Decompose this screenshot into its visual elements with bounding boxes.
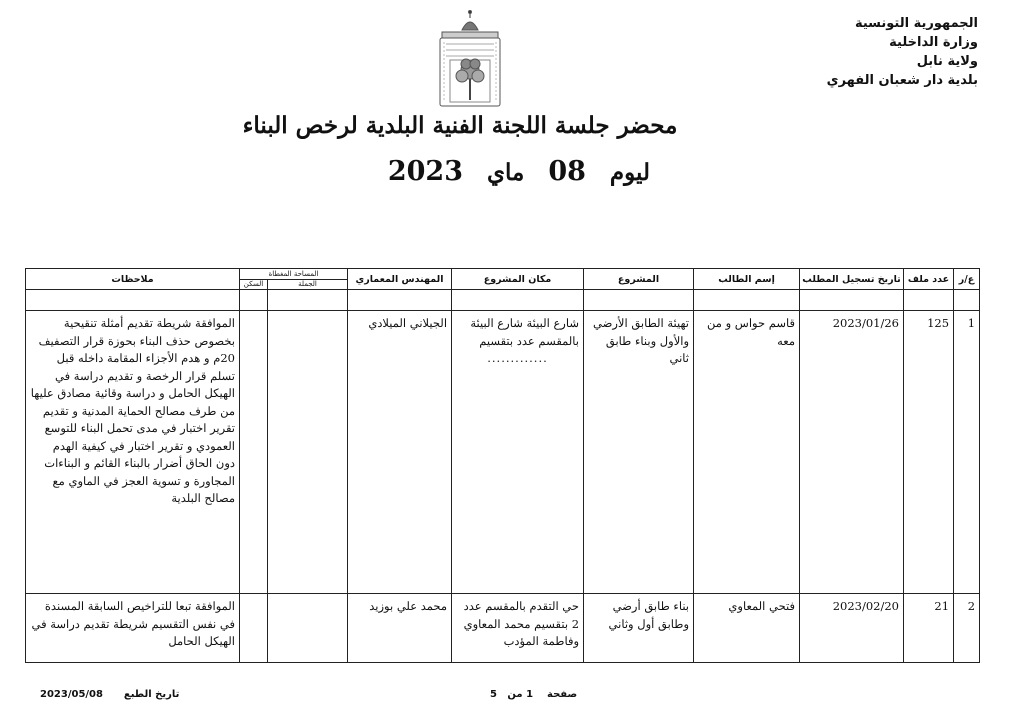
date-prefix: ليوم bbox=[609, 159, 650, 186]
page-total: 5 bbox=[490, 689, 497, 700]
cell-applicant: فتحي المعاوي bbox=[694, 594, 800, 663]
header-project: المشروع bbox=[584, 269, 694, 290]
table-spacer-row bbox=[26, 290, 980, 311]
cell-applicant: قاسم حواس و من معه bbox=[694, 311, 800, 594]
header-area-total: الجملة bbox=[268, 279, 348, 290]
cell-architect: محمد علي بوزيد bbox=[348, 594, 452, 663]
document-title: محضر جلسة اللجنة الفنية البلدية لرخص البناء bbox=[242, 112, 678, 139]
cell-location-text: حي التقدم بالمقسم عدد 2 بتقسيم محمد المعاوي وفاطمة المؤدب bbox=[463, 599, 580, 648]
header-file: عدد ملف bbox=[904, 269, 954, 290]
cell-project: تهيئة الطابق الأرضي والأول وبناء طابق ثاني bbox=[584, 311, 694, 594]
letterhead-ministry: وزارة الداخلية bbox=[889, 35, 978, 50]
cell-location-dots: ............. bbox=[487, 351, 548, 365]
cell-reg-date: 2023/02/20 bbox=[800, 594, 904, 663]
header-location: مكان المشروع bbox=[452, 269, 584, 290]
cell-area-housing bbox=[240, 594, 268, 663]
letterhead bbox=[827, 14, 978, 90]
page-of-label: من bbox=[507, 689, 523, 700]
page-indicator bbox=[490, 689, 577, 700]
letterhead-republic: الجمهورية التونسية bbox=[854, 16, 978, 31]
cell-num: 1 bbox=[954, 311, 980, 594]
header-num: ع/ر bbox=[954, 269, 980, 290]
page-label: صفحة bbox=[547, 689, 578, 700]
header-area: المساحة المغطاة bbox=[240, 269, 348, 280]
letterhead-governorate: ولاية نابل bbox=[916, 54, 978, 69]
cell-num: 2 bbox=[954, 594, 980, 663]
header-area-housing: السكن bbox=[240, 279, 268, 290]
cell-area-housing bbox=[240, 311, 268, 594]
cell-notes: الموافقة تبعا للتراخيص السابقة المسندة في نفس التقسيم شريطة تقديم دراسة في الهيكل الحامل bbox=[26, 594, 240, 663]
print-date-block bbox=[40, 689, 179, 700]
cell-reg-date: 2023/01/26 bbox=[800, 311, 904, 594]
cell-architect: الجيلاني الميلادي bbox=[348, 311, 452, 594]
cell-area-total bbox=[268, 594, 348, 663]
cell-file: 125 bbox=[904, 311, 954, 594]
table-row bbox=[26, 311, 980, 594]
permits-table bbox=[25, 268, 980, 663]
date-day: 08 bbox=[548, 156, 586, 187]
cell-area-total bbox=[268, 311, 348, 594]
header-applicant: إسم الطالب bbox=[694, 269, 800, 290]
date-month: ماي bbox=[487, 159, 525, 186]
print-date: 2023/05/08 bbox=[40, 689, 103, 700]
header-notes: ملاحظات bbox=[26, 269, 240, 290]
session-date bbox=[330, 156, 650, 187]
page-number: 1 bbox=[526, 689, 534, 700]
print-date-label: تاريخ الطبع bbox=[123, 689, 180, 700]
date-year: 2023 bbox=[387, 156, 463, 187]
cell-notes: الموافقة شريطة تقديم أمثلة تنقيحية بخصوص حذف البناء بحوزة قرار التصفيف 20م و هدم الأجزاء المقامة داخله قبل تسلم قرار الرخصة و تقديم دراسة في الهيكل الحامل و دراسة وقائية مصادق عليها من طرف مصالح الحماية المدنية و تقديم تقرير اختبار في مدى تحمل البناء للتوسع العمودي و تقرير اختبار في كيفية الهدم دون الحاق أضرار بالبناء القائم و البناءات المجاورة و تسوية العجز في الماوي مع مصالح البلدية bbox=[26, 311, 240, 594]
table-row bbox=[26, 594, 980, 663]
cell-location bbox=[452, 311, 584, 594]
cell-location bbox=[452, 594, 584, 663]
letterhead-municipality: بلدية دار شعبان الفهري bbox=[826, 73, 978, 88]
header-architect: المهندس المعماري bbox=[348, 269, 452, 290]
cell-location-text: شارع البيئة شارع البيئة بالمقسم عدد بتقسيم bbox=[470, 316, 580, 348]
table-header-row bbox=[26, 269, 980, 280]
cell-file: 21 bbox=[904, 594, 954, 663]
header-reg-date: تاريخ تسجيل المطلب bbox=[800, 269, 904, 290]
municipal-emblem-icon bbox=[432, 8, 508, 110]
cell-project: بناء طابق أرضي وطابق أول وثاني bbox=[584, 594, 694, 663]
